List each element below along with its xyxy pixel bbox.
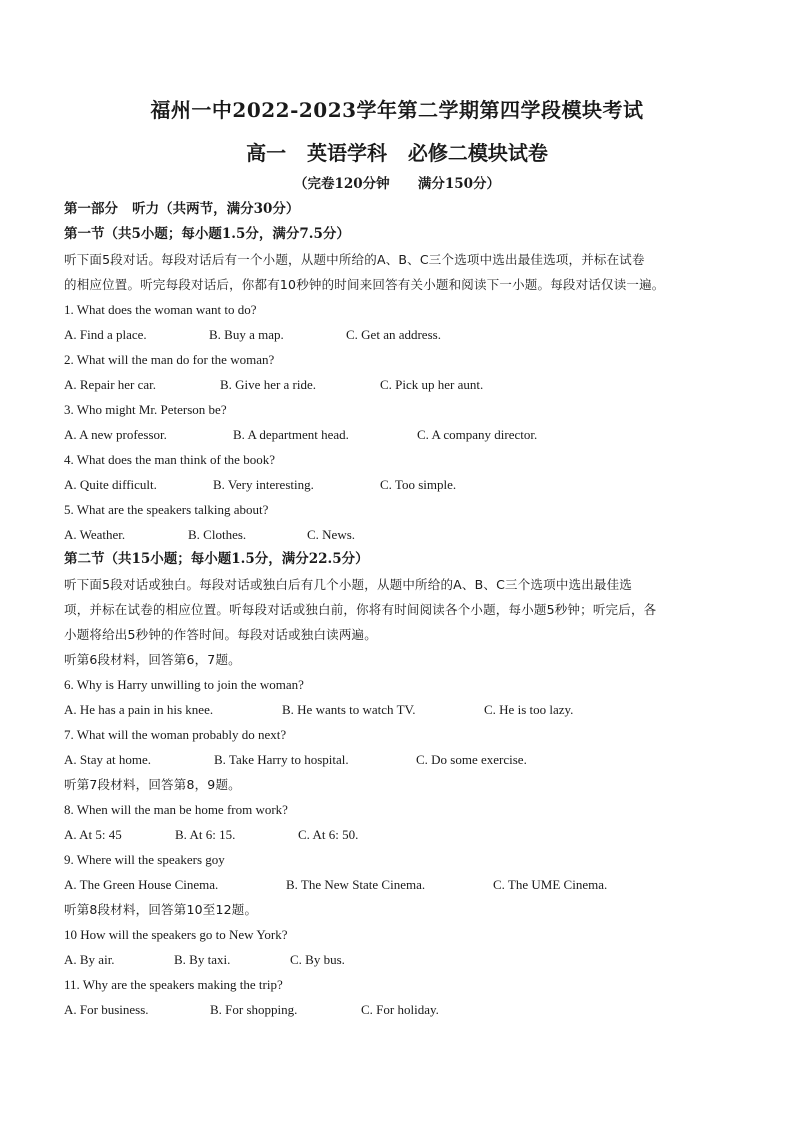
option-a: A. Weather. bbox=[64, 527, 126, 542]
option-a: A. Quite difficult. bbox=[64, 477, 157, 492]
option-c: C. By bus. bbox=[290, 952, 345, 967]
exam-title: 福州一中2022-2023学年第二学期第四学段模块考试 bbox=[150, 98, 644, 122]
question-options bbox=[64, 822, 734, 847]
option-c: C. For holiday. bbox=[361, 1002, 439, 1017]
option-b: B. Give her a ride. bbox=[220, 377, 317, 392]
question-options bbox=[64, 522, 734, 547]
question-options bbox=[64, 872, 734, 897]
question-options bbox=[64, 997, 734, 1022]
question-text: 5. What are the speakers talking about? bbox=[64, 502, 269, 517]
question-text: 2. What will the man do for the woman? bbox=[64, 352, 275, 367]
option-a: A. By air. bbox=[64, 952, 115, 967]
exam-info: （完卷120分钟 满分150分） bbox=[293, 176, 501, 192]
option-b: B. Very interesting. bbox=[213, 477, 314, 492]
question-options bbox=[64, 372, 734, 397]
group-intro: 听第6段材料，回答第6，7题。 bbox=[64, 652, 241, 667]
option-b: B. Clothes. bbox=[188, 527, 247, 542]
question-text: 1. What does the woman want to do? bbox=[64, 302, 257, 317]
option-a: A. At 5: 45 bbox=[64, 827, 122, 842]
option-b: B. By taxi. bbox=[174, 952, 231, 967]
option-b: B. The New State Cinema. bbox=[286, 877, 426, 892]
section2-instruction-line: 项，并标在试卷的相应位置。听每段对话或独白前，你将有时间阅读各个小题，每小题5秒钟；听完后，各 bbox=[64, 602, 657, 617]
option-c: C. A company director. bbox=[417, 427, 538, 442]
option-a: A. He has a pain in his knee. bbox=[64, 702, 214, 717]
question-options bbox=[64, 322, 734, 347]
option-b: B. For shopping. bbox=[210, 1002, 298, 1017]
option-a: A. A new professor. bbox=[64, 427, 167, 442]
section2-instruction-line: 听下面5段对话或独白。每段对话或独白后有几个小题，从题中所给的A、B、C三个选项中选出最佳选 bbox=[64, 577, 633, 592]
option-a: A. The Green House Cinema. bbox=[64, 877, 219, 892]
exam-content bbox=[64, 197, 734, 1022]
question-options bbox=[64, 422, 734, 447]
option-c: C. News. bbox=[307, 527, 356, 542]
option-a: A. Stay at home. bbox=[64, 752, 152, 767]
option-a: A. Find a place. bbox=[64, 327, 147, 342]
question-options bbox=[64, 697, 734, 722]
group-intro: 听第8段材料，回答第10至12题。 bbox=[64, 902, 258, 917]
question-text: 10 How will the speakers go to New York? bbox=[64, 927, 288, 942]
option-c: C. He is too lazy. bbox=[484, 702, 574, 717]
question-options bbox=[64, 947, 734, 972]
section1-instruction-line: 的相应位置。听完每段对话后，你都有10秒钟的时间来回答有关小题和阅读下一小题。每段对话仅读一遍。 bbox=[64, 277, 665, 292]
option-c: C. Pick up her aunt. bbox=[380, 377, 484, 392]
exam-subject-line: 高一 英语学科 必修二模块试卷 bbox=[246, 141, 548, 165]
option-c: C. Get an address. bbox=[346, 327, 441, 342]
option-c: C. At 6: 50. bbox=[298, 827, 359, 842]
question-options bbox=[64, 747, 734, 772]
option-b: B. He wants to watch TV. bbox=[282, 702, 416, 717]
group-intro: 听第7段材料，回答第8，9题。 bbox=[64, 777, 241, 792]
question-text: 9. Where will the speakers goy bbox=[64, 852, 225, 867]
question-text: 7. What will the woman probably do next? bbox=[64, 727, 287, 742]
option-b: B. Take Harry to hospital. bbox=[214, 752, 349, 767]
option-a: A. Repair her car. bbox=[64, 377, 157, 392]
option-c: C. The UME Cinema. bbox=[493, 877, 608, 892]
question-options bbox=[64, 472, 734, 497]
option-b: B. Buy a map. bbox=[209, 327, 284, 342]
section1-heading: 第一节（共5小题；每小题1.5分，满分7.5分） bbox=[64, 226, 350, 242]
section2-instruction-line: 小题将给出5秒钟的作答时间。每段对话或独白读两遍。 bbox=[64, 627, 377, 642]
question-text: 8. When will the man be home from work? bbox=[64, 802, 288, 817]
option-b: B. At 6: 15. bbox=[175, 827, 236, 842]
question-text: 4. What does the man think of the book? bbox=[64, 452, 275, 467]
option-b: B. A department head. bbox=[233, 427, 349, 442]
option-c: C. Do some exercise. bbox=[416, 752, 527, 767]
option-a: A. For business. bbox=[64, 1002, 149, 1017]
question-text: 6. Why is Harry unwilling to join the woman? bbox=[64, 677, 304, 692]
part1-heading: 第一部分 听力（共两节，满分30分） bbox=[64, 201, 300, 217]
section1-instruction-line: 听下面5段对话。每段对话后有一个小题，从题中所给的A、B、C三个选项中选出最佳选项，并标在试卷 bbox=[64, 252, 645, 267]
question-text: 3. Who might Mr. Peterson be? bbox=[64, 402, 227, 417]
question-text: 11. Why are the speakers making the trip? bbox=[64, 977, 283, 992]
section2-heading: 第二节（共15小题；每小题1.5分，满分22.5分） bbox=[64, 551, 369, 567]
option-c: C. Too simple. bbox=[380, 477, 457, 492]
